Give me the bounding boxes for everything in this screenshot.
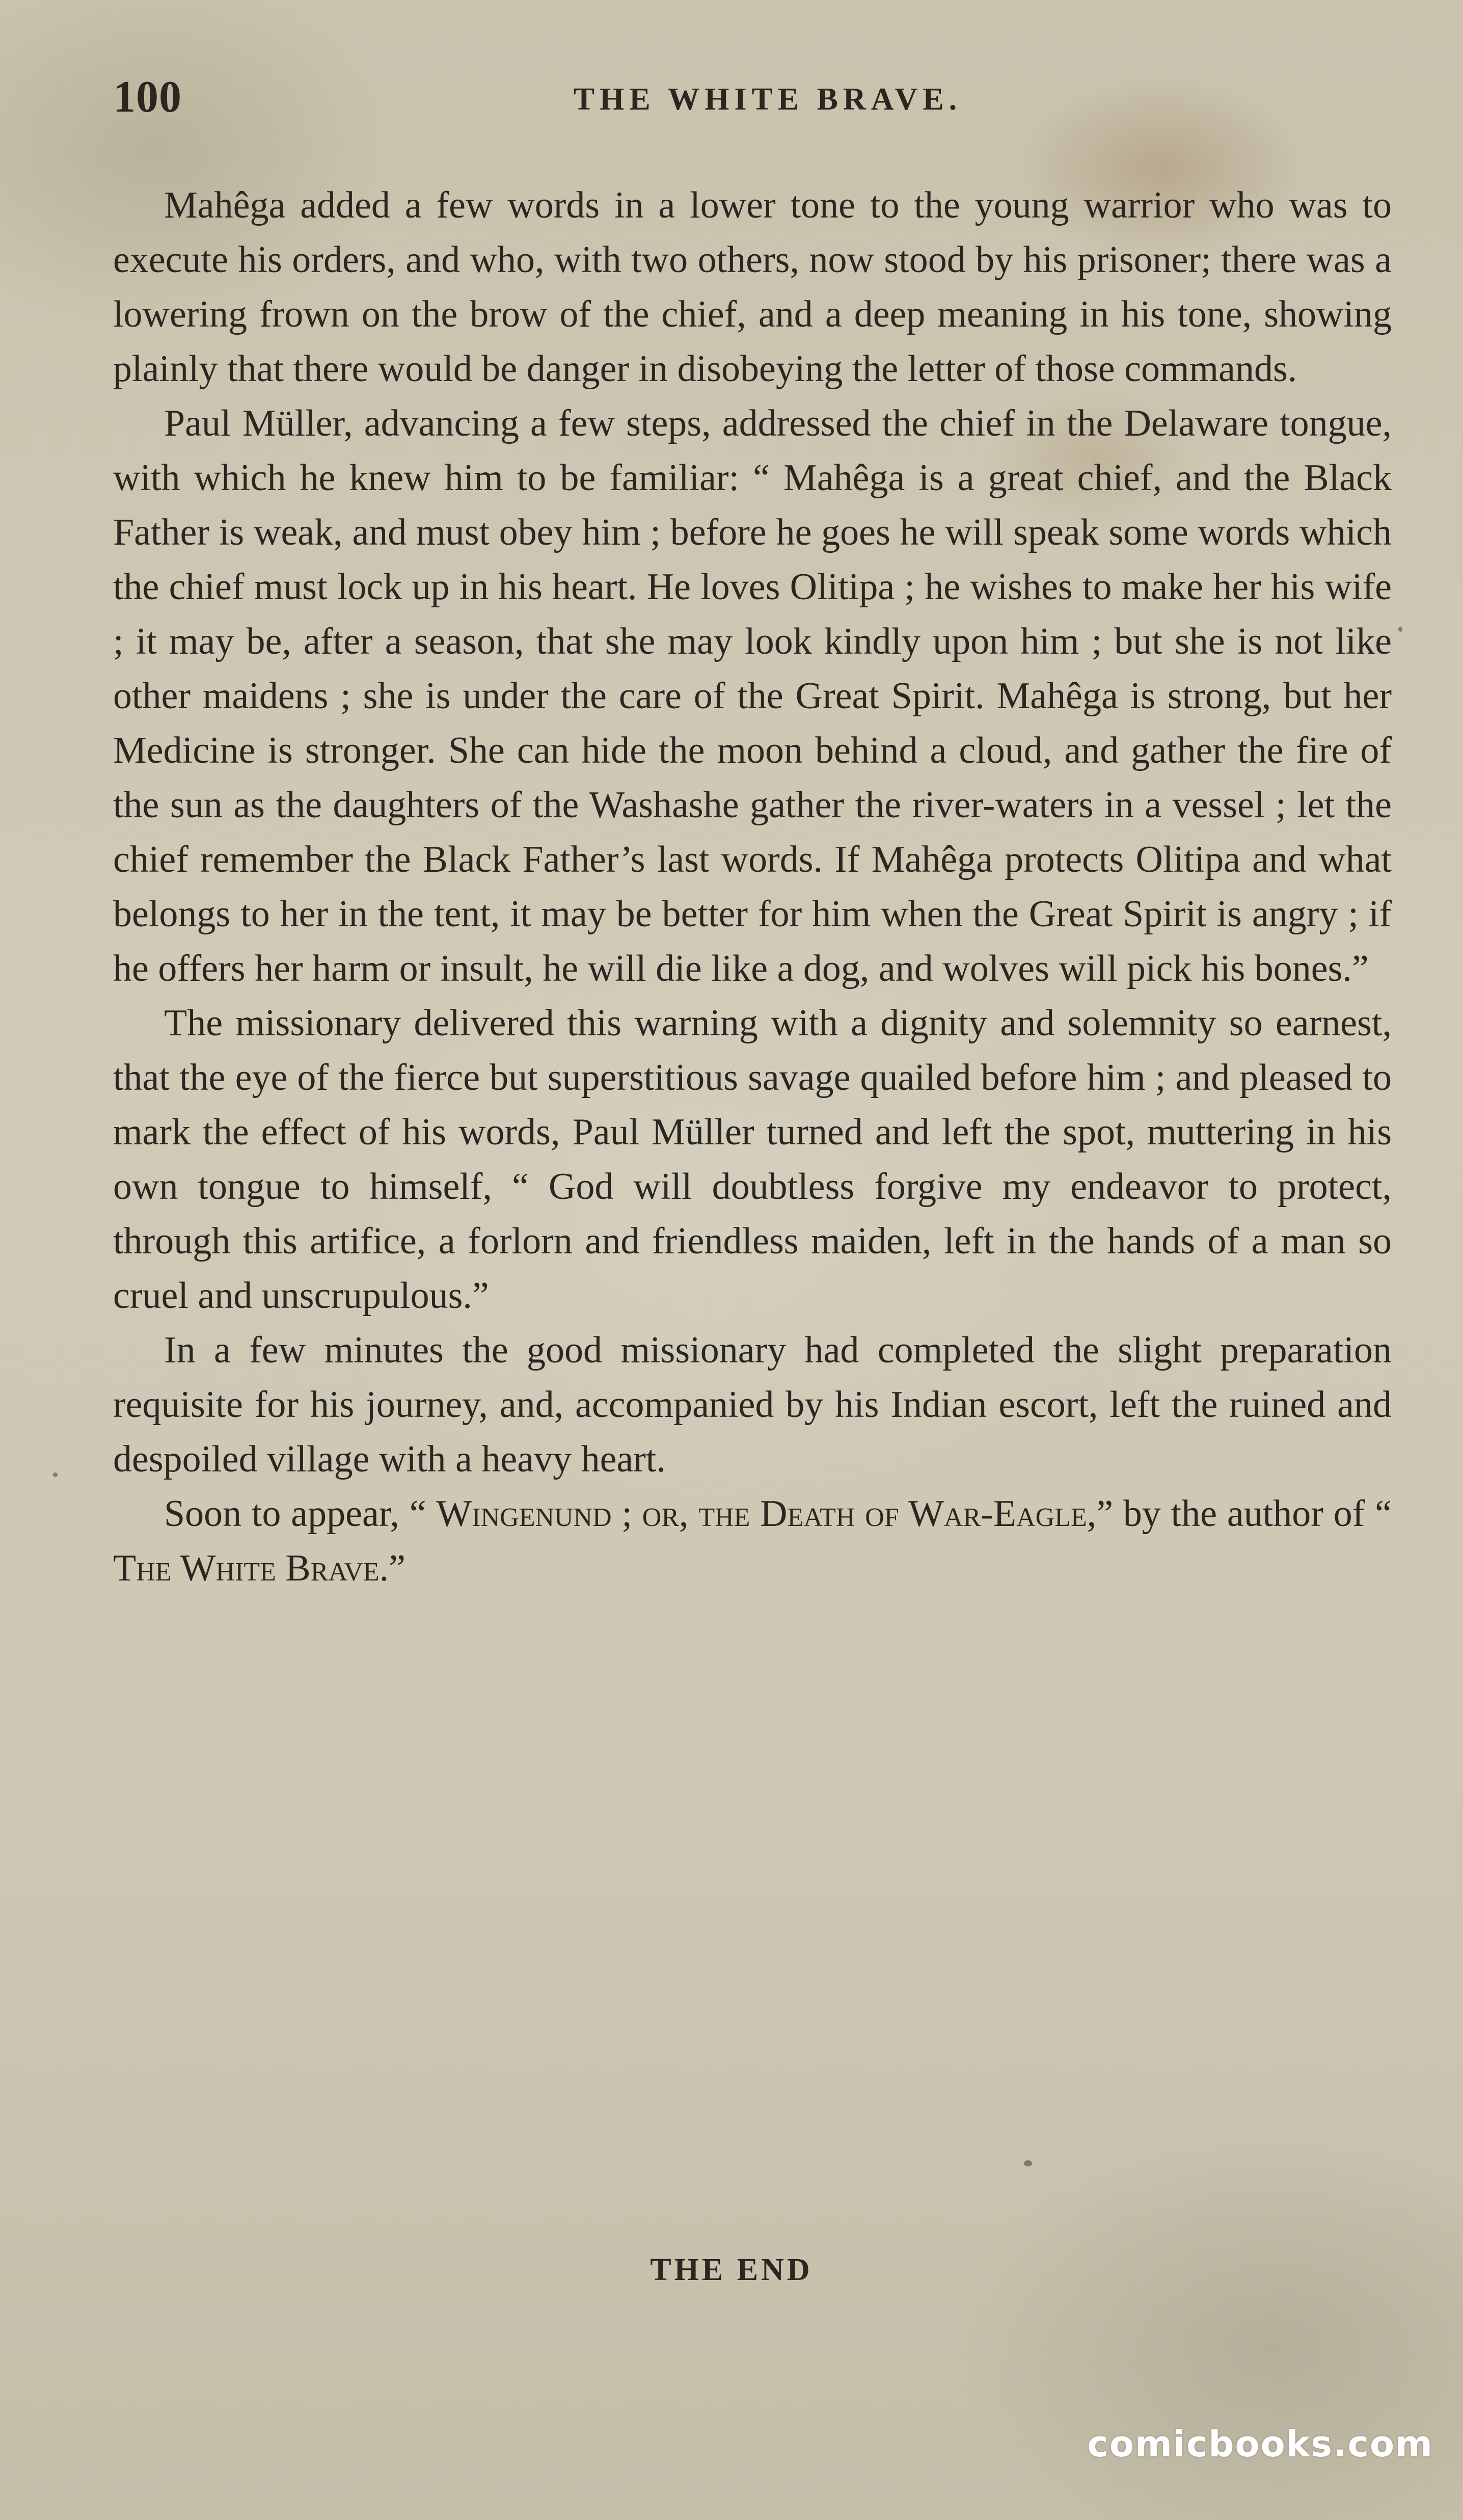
paragraph-3: The missionary delivered this warning with a dignity and solemnity so earnest, that the eye of the fierce but superstitious savage quailed before him ; and pleased to mark the effect of his words, Paul Müller turned and left the spot, muttering in his own tongue to himself, “ God will doubtless forgive my endeavor to protect, through this artifice, a forlorn and friendless maiden, left in the hands of a man so cruel and unscrupulous.”	[113, 1002, 1392, 1317]
running-title: THE WHITE BRAVE.	[573, 82, 962, 117]
announcement-book: The White Brave.	[113, 1547, 389, 1589]
announcement-lead: Soon to appear, “	[164, 1493, 437, 1535]
watermark: comicbooks.com	[1087, 2423, 1433, 2465]
page-number: 100	[113, 72, 182, 122]
announcement-end: ”	[389, 1547, 405, 1589]
announcement-title: Wingenund ; or, the Death of War-Eagle,	[436, 1493, 1097, 1535]
ink-speck	[1024, 2160, 1032, 2166]
paragraph-4: In a few minutes the good missionary had completed the slight preparation requisite for his journey, and, accompanied by his Indian escort, left the ruined and despoiled village with a heavy heart.	[113, 1329, 1392, 1480]
body-text	[113, 178, 1392, 1596]
announcement-mid: ” by the author of “	[1096, 1493, 1392, 1535]
ink-speck	[53, 1472, 58, 1477]
the-end: THE END	[650, 2253, 813, 2287]
paragraph-1: Mahêga added a few words in a lower tone to the young warrior who was to execute his orders, and who, with two others, now stood by his prisoner; there was a lowering frown on the brow of the chief, and a deep meaning in his tone, showing plainly that there would be danger in disobeying the letter of those commands.	[113, 184, 1392, 390]
running-head	[113, 71, 1392, 138]
ink-speck	[1398, 627, 1402, 632]
paragraph-5	[113, 1487, 1392, 1596]
paragraph-2: Paul Müller, advancing a few steps, addressed the chief in the Delaware tongue, with which he knew him to be familiar: “ Mahêga is a great chief, and the Black Father is weak, and must obey him ; before he goes he will speak some words which the chief must lock up in his heart. He loves Olitipa ; he wishes to make her his wife ; it may be, after a season, that she may look kindly upon him ; but she is not like other maidens ; she is under the care of the Great Spirit. Mahêga is strong, but her Medicine is stronger. She can hide the moon behind a cloud, and gather the fire of the sun as the daughters of the Washashe gather the river-waters in a vessel ; let the chief remember the Black Father’s last words. If Mahêga protects Olitipa and what belongs to her in the tent, it may be better for him when the Great Spirit is angry ; if he offers her harm or insult, he will die like a dog, and wolves will pick his bones.”	[113, 403, 1392, 989]
